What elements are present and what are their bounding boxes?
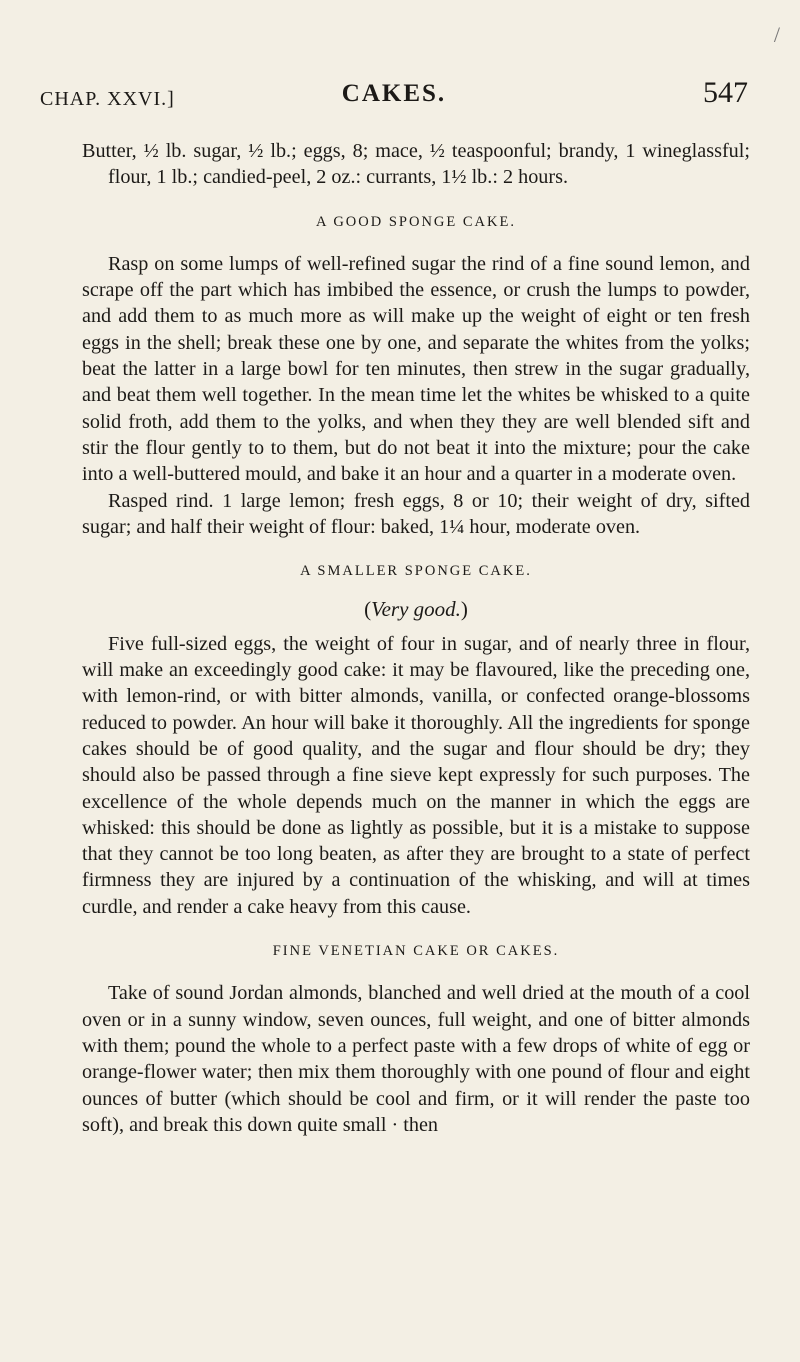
- page-title: CAKES.: [341, 80, 447, 107]
- recipe-heading-good-sponge-cake: A GOOD SPONGE CAKE.: [316, 213, 516, 230]
- recipe-paragraph: Take of sound Jordan almonds, blanched and well dried at the mouth of a cool oven or in a sunny window, seven ounces, full weight, and one of bitter almonds with them; pound the whole to a perfect paste with a few drops of white of egg or orange-flower water; then mix them thoroughly with one pound of flour and eight ounces of butter (which should be cool and firm, or it will render the paste too soft), and break this down quite small · then: [82, 982, 750, 1136]
- running-header: [40, 76, 748, 116]
- chapter-label: CHAP. XXVI.]: [40, 88, 175, 110]
- recipe-subheading-text: Very good.: [371, 597, 461, 622]
- page-body: [82, 138, 750, 1138]
- recipe-paragraph: Rasp on some lumps of well-refined sugar the rind of a fine sound lemon, and scrape off the part which has imbibed the essence, or crush the lumps to powder, and add them to as much more as will make up the weight of eight or ten fresh eggs in the shell; break these one by one, and separate the whites from the yolks; beat the latter in a large bowl for ten minutes, then strew in the sugar gradually, and beat them well together. In the mean time let the whites be whisked to a quite solid froth, add them to the yolks, and when they they are well blended sift and stir the flour gently to to them, but do not beat it into the mixture; pour the cake into a well-buttered mould, and bake it an hour and a quarter in a moderate oven.: [82, 252, 750, 486]
- margin-mark: /: [773, 22, 780, 47]
- page-number: 547: [703, 76, 748, 109]
- recipe-summary: Butter, ½ lb. sugar, ½ lb.; eggs, 8; mace, ½ teaspoonful; brandy, 1 wineglassful; flour, 1 lb.; candied-peel, 2 oz.: currants, 1½ lb.: 2 hours.: [82, 140, 750, 189]
- recipe-heading-venetian-cake: FINE VENETIAN CAKE OR CAKES.: [272, 943, 560, 960]
- recipe-paragraph: Five full-sized eggs, the weight of four in sugar, and of nearly three in flour, will make an exceedingly good cake: it may be flavoured, like the preceding one, with lemon-rind, or with bitter almonds, vanilla, or confected orange-blossoms reduced to powder. An hour will bake it thoroughly. All the ingredients for sponge cakes should be of good quality, and the sugar and flour should be dry; they should also be passed through a fine sieve kept expressly for such purposes. The excellence of the whole depends much on the manner in which the eggs are whisked: this should be done as lightly as possible, but it is a mistake to suppose that they cannot be too long beaten, as after they are brought to a state of perfect firmness they are injured by a continuation of the whisking, and will at times curdle, and render a cake heavy from this cause.: [82, 632, 750, 918]
- recipe-summary: Rasped rind. 1 large lemon; fresh eggs, 8 or 10; their weight of dry, sifted sugar; and half their weight of flour: baked, 1¼ hour, moderate oven.: [82, 489, 750, 538]
- recipe-subheading: (Very good.): [364, 597, 468, 622]
- recipe-heading-smaller-sponge-cake: A SMALLER SPONGE CAKE.: [300, 563, 532, 580]
